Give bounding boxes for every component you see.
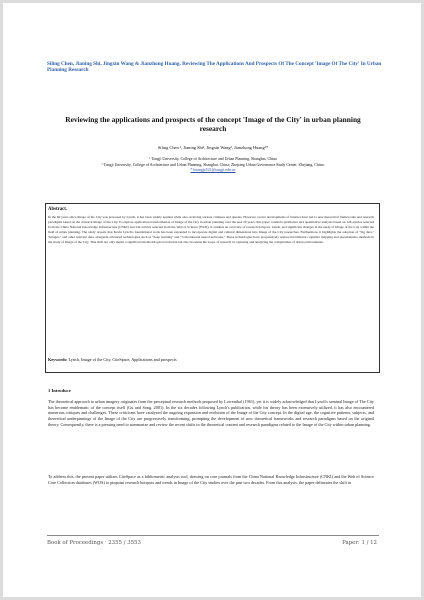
footer-divider (47, 535, 379, 536)
keywords-label: Keywords: (48, 357, 68, 362)
paper-page (3, 3, 421, 597)
author-list: Siling Chen ¹, Jianing Shi², Jingxin Wang², Jianzhong Huang²* (157, 145, 269, 150)
affiliation-1: ¹ Tongji University, College of Architecture and Urban Planning, Shanghai, China (149, 157, 277, 161)
abstract-heading: Abstract. (48, 207, 68, 212)
affiliation-2: ² Tongji University, College of Architecture and Urban Planning, Shanghai, China; Zhejiang Urban Governance Study Center, Zhejiang, China. (101, 162, 325, 167)
running-header: Siling Chen, Jianing Shi, Jingxin Wang & Jianzhong Huang. Reviewing The Applications And Prospects Of The Concept 'Image Of The City' In Urban Planning Research (47, 61, 382, 74)
paper-title: Reviewing the applications and prospects of the concept 'Image of the City' in urban planning research (65, 115, 361, 133)
abstract-text: In the 60 years since Image of the City was proposed by Lynch, it has been widely applied while also receiving various critiques and queries. However, recent developments of internet have led to new theoretical frameworks and research paradigms based on the classical Image of the City. To explore application transformation of Image of the City in urban planning over the past 20 years, this paper conducts qualitative and quantitative analysis based on 126 articles selected from the China National Knowledge Infrastructure (CNKI) and 244 articles selected from the Web of Science (WOS). It outlines an overview of research hotspots, trends, and significant changes in the study of Image of the City within the field of urban planning. The study reveals that Kevin Lynch's foundational work has been expanded to incorporate digital and cultural dimensions into Image of the City researches. Furthermore, it highlights the adoption of "big data," "images," and other relevant data, alongside advanced technologies such as "deep learning" and "convolutional neural networks." These technologies have progressively replaced traditional cognitive mapping and questionnaire methods in the study of Image of the City. This shift not only marks a significant methodological evolution but also broadens the scope of research in capturing and analyzing the complexities of urban environments. (48, 215, 374, 245)
intro-paragraph-2: To address this, the present paper utilizes CiteSpace as a bibliometric analysis tool, drawing on core journals from the China National Knowledge Infrastructure (CNKI) and the Web of Science Core Collection databases (WOS) to pinpoint research hotspots and trends in Image of the City studies over the past two decades. From this analysis, the paper delineates the shift in (48, 474, 374, 485)
keywords-text: Lynch, Image of the City, CiteSpace, Applications and prospects (68, 357, 177, 362)
footer-proceedings: Book of Proceedings · 2355 / 3553 (47, 540, 141, 546)
section-heading-introduce: 1 Introduce (48, 388, 71, 393)
corresponding-email[interactable]: * huangjz521@tongji.edu.cn (190, 168, 236, 173)
footer-page-number: Paper: 1 / 12 (342, 540, 377, 546)
keywords (48, 357, 374, 362)
intro-paragraph-1: The theoretical approach to urban imagery originates from the perceptual research methods proposed by Lowenthal (1961), yet it is widely acknowledged that Lynch's seminal Image of The City has become emblematic of the concept itself (Gu and Song, 2001). In the six decades following Lynch's publication, while his theory has been extensively utilized, it has also encountered numerous critiques and challenges. These criticisms have catalyzed the ongoing expansion and evolution of the Image of the City concept. In the digital age, the cognitive patterns, subjects, and theoretical underpinnings of the Image of the City are progressively transforming, prompting the development of new theoretical frameworks and research paradigms based on the original theory. Consequently, there is a pressing need to summarize and review the recent shifts in the theoretical content and research paradigms related to the Image of the City within urban planning. (48, 399, 374, 427)
affiliations (63, 157, 363, 174)
